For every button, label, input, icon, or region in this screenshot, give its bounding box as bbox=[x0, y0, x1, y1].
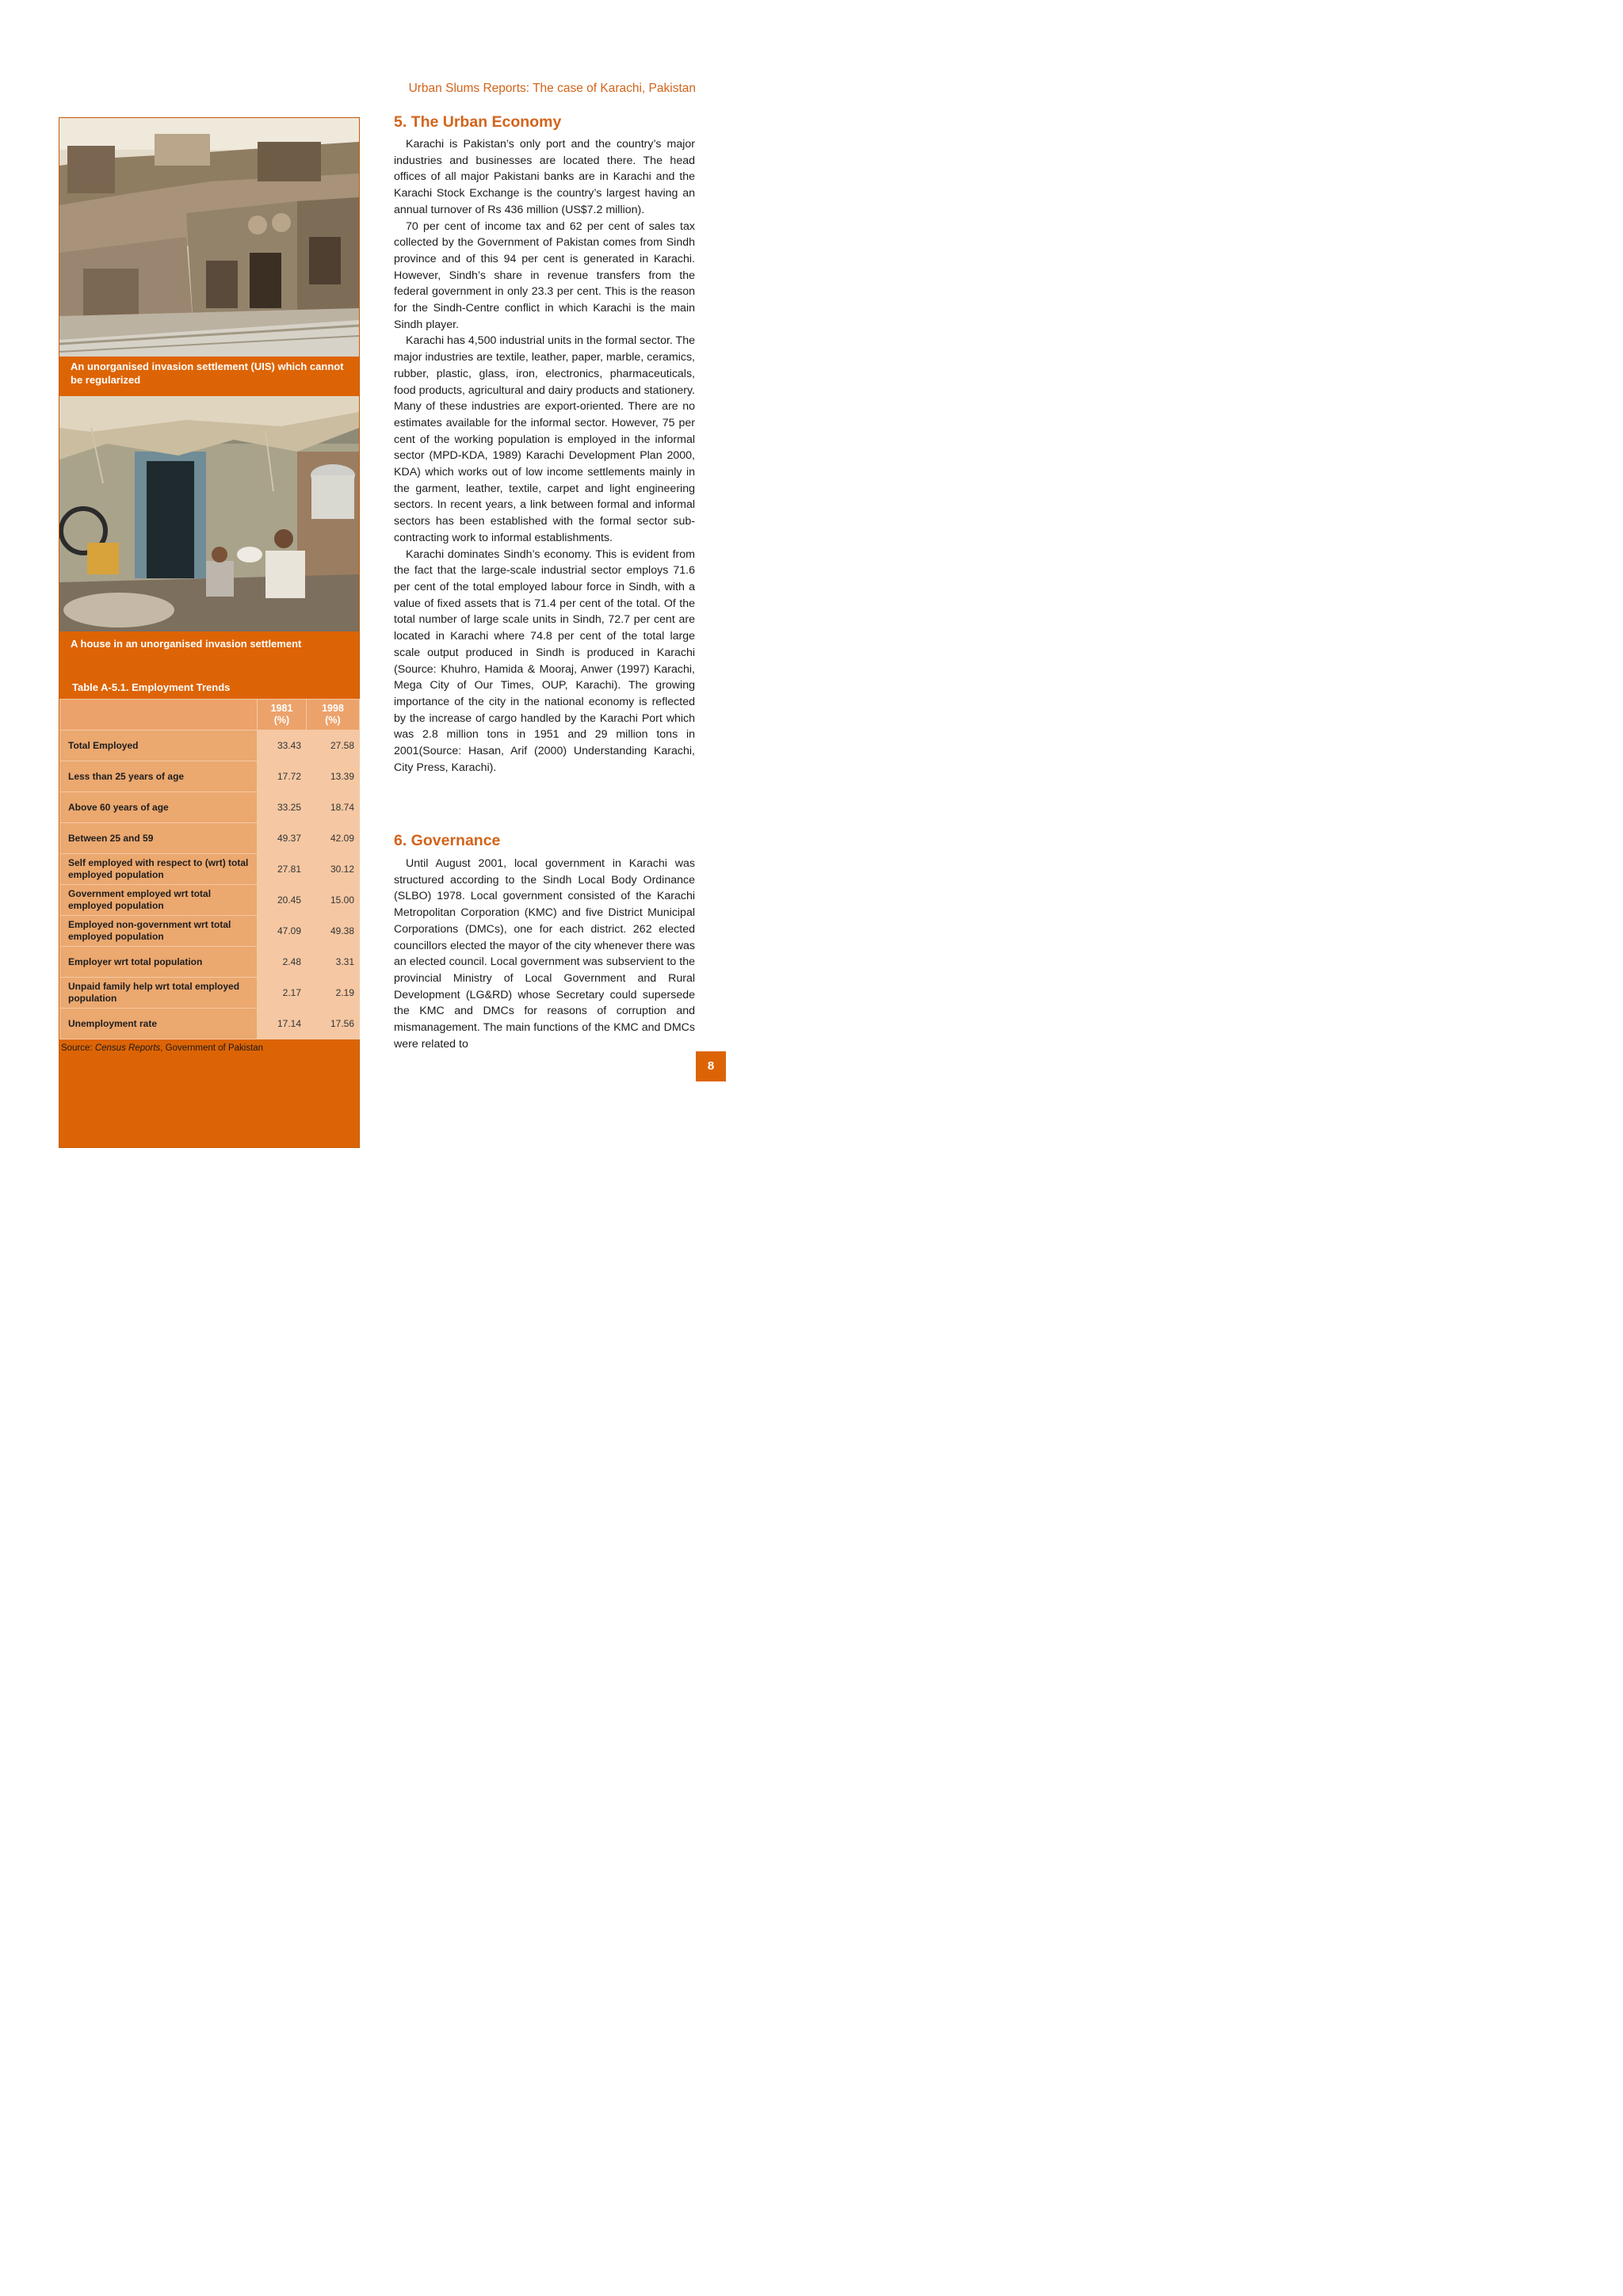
row-label: Employed non-government wrt total employed population bbox=[60, 916, 258, 947]
value-1998: 15.00 bbox=[307, 885, 360, 916]
header-cell-1981: 1981 (%) bbox=[258, 700, 307, 730]
table-row bbox=[60, 792, 360, 823]
paragraph: Until August 2001, local government in Karachi was structured according to the Sindh Local Body Ordinance (SLBO) 1978. Local government consisted of the Karachi Metropolitan Corporation (KMC) and five District Municipal Corporations (DMCs), one for each district. 262 elected councillors elected the mayor of the city whenever there was an elected council. Local government was subservient to the provincial Ministry of Local Government and Rural Development (LG&RD) whose Secretary could supersede the KMC and DMCs for reasons of corruption and mismanagement. The main functions of the KMC and DMCs were related to bbox=[394, 857, 695, 1051]
page-number: 8 bbox=[696, 1051, 726, 1081]
running-header: Urban Slums Reports: The case of Karachi, Pakistan bbox=[408, 82, 696, 95]
value-1981: 2.17 bbox=[258, 978, 307, 1009]
section-heading-urban-economy: 5. The Urban Economy bbox=[394, 113, 562, 131]
value-1981: 20.45 bbox=[258, 885, 307, 916]
employment-trends-table bbox=[59, 699, 360, 1039]
paragraph: Karachi is Pakistan’s only port and the country’s major industries and businesses are located there. The head offices of all major Pakistani banks are in Karachi and the Karachi Stock Exchange is the country’s largest having an annual turnover of Rs 436 million (US$7.2 million). bbox=[394, 138, 695, 216]
value-1981: 49.37 bbox=[258, 823, 307, 854]
row-label: Less than 25 years of age bbox=[60, 761, 258, 792]
table-header-row bbox=[60, 700, 360, 730]
value-1981: 33.43 bbox=[258, 730, 307, 761]
row-label: Self employed with respect to (wrt) total employed population bbox=[60, 854, 258, 885]
row-label: Unpaid family help wrt total employed population bbox=[60, 978, 258, 1009]
figure-caption-1: An unorganised invasion settlement (UIS) which cannot be regularized bbox=[71, 360, 344, 386]
table-row bbox=[60, 730, 360, 761]
table-row bbox=[60, 854, 360, 885]
header-cell-1998: 1998 (%) bbox=[307, 700, 360, 730]
table-row bbox=[60, 823, 360, 854]
value-1981: 27.81 bbox=[258, 854, 307, 885]
value-1981: 17.14 bbox=[258, 1009, 307, 1039]
value-1981: 2.48 bbox=[258, 947, 307, 978]
section-body-urban-economy bbox=[394, 136, 695, 776]
value-1998: 27.58 bbox=[307, 730, 360, 761]
value-1998: 17.56 bbox=[307, 1009, 360, 1039]
value-1998: 42.09 bbox=[307, 823, 360, 854]
value-1998: 18.74 bbox=[307, 792, 360, 823]
table-row bbox=[60, 885, 360, 916]
settlement-rooftops-photo bbox=[59, 118, 359, 357]
table-row bbox=[60, 916, 360, 947]
row-label: Between 25 and 59 bbox=[60, 823, 258, 854]
value-1981: 17.72 bbox=[258, 761, 307, 792]
row-label: Total Employed bbox=[60, 730, 258, 761]
row-label: Above 60 years of age bbox=[60, 792, 258, 823]
table-row bbox=[60, 947, 360, 978]
header-cell-label bbox=[60, 700, 258, 730]
row-label: Employer wrt total population bbox=[60, 947, 258, 978]
table-source: Source: Census Reports, Government of Pakistan bbox=[61, 1043, 264, 1053]
value-1981: 33.25 bbox=[258, 792, 307, 823]
value-1998: 2.19 bbox=[307, 978, 360, 1009]
table-row bbox=[60, 761, 360, 792]
row-label: Unemployment rate bbox=[60, 1009, 258, 1039]
row-label: Government employed wrt total employed population bbox=[60, 885, 258, 916]
figure-caption-2: A house in an unorganised invasion settlement bbox=[71, 638, 302, 650]
paragraph: 70 per cent of income tax and 62 per cent of sales tax collected by the Government of Pakistan comes from Sindh province and of this 94 per cent is generated in Karachi. However, Sindh’s share in revenue transfers from the federal government in only 23.3 per cent. This is the reason for the Sindh-Centre conflict in which Karachi is the main Sindh player. bbox=[394, 219, 695, 331]
paragraph: Karachi has 4,500 industrial units in the formal sector. The major industries are textile, leather, paper, marble, ceramics, rubber, plastic, glass, iron, electronics, pharmaceuticals, food products, agricultural and dairy products and stationery. Many of these industries are export-oriented. There are no estimates available for the informal sector. However, 75 per cent of the working population is employed in the informal sector (MPD-KDA, 1989) Karachi Development Plan 2000, KDA) which works out of low income settlements mainly in the garment, leather, textile, carpet and light engineering sectors. In recent years, a link between formal and informal sectors has been established with the formal sector sub-contracting work to informal establishments. bbox=[394, 334, 695, 544]
sidebar-figures-panel bbox=[59, 117, 360, 1148]
table-row bbox=[60, 978, 360, 1009]
source-title: Census Reports bbox=[94, 1043, 161, 1053]
table-row bbox=[60, 1009, 360, 1039]
section-body-governance bbox=[394, 856, 695, 1054]
value-1998: 30.12 bbox=[307, 854, 360, 885]
value-1998: 49.38 bbox=[307, 916, 360, 947]
table-title: Table A-5.1. Employment Trends bbox=[72, 681, 231, 693]
house-with-residents-photo bbox=[59, 396, 359, 631]
value-1981: 47.09 bbox=[258, 916, 307, 947]
value-1998: 13.39 bbox=[307, 761, 360, 792]
value-1998: 3.31 bbox=[307, 947, 360, 978]
section-heading-governance: 6. Governance bbox=[394, 832, 501, 849]
paragraph: Karachi dominates Sindh’s economy. This is evident from the fact that the large-scale industrial sector employs 71.6 per cent of the total employed labour force in Sindh, with a value of fixed assets that is 71.4 per cent of the total. Of the total number of large scale units in Sindh, 72.7 per cent are located in Karachi where 74.8 per cent of the total large scale output produced in Sindh is produced in Karachi (Source: Khuhro, Hamida & Mooraj, Anwer (1997) Karachi, Mega City of Our Times, OUP, Karachi). The growing importance of the city in the national economy is reflected by the increase of cargo handled by the Karachi Port which was 2.8 million tons in 1951 and 29 million tons in 2001(Source: Hasan, Arif (2000) Understanding Karachi, City Press, Karachi). bbox=[394, 547, 695, 774]
